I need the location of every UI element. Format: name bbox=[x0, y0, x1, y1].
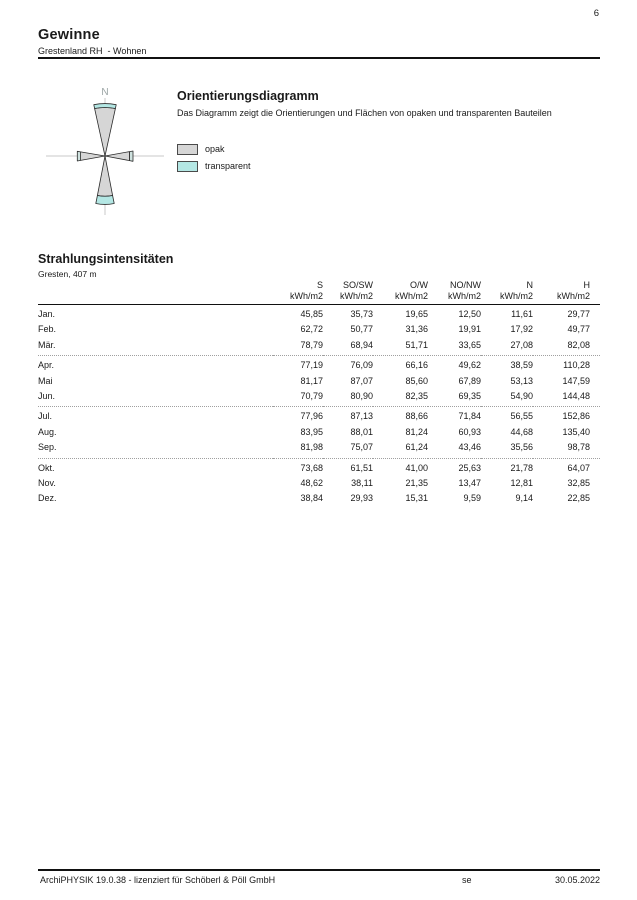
value-cell: 15,31 bbox=[405, 493, 428, 504]
value-cell: 135,40 bbox=[562, 426, 590, 437]
month-label: Jan. bbox=[38, 309, 56, 319]
legend-item-transparent bbox=[177, 160, 251, 172]
footer-user-initials: se bbox=[462, 875, 472, 885]
value-cell: 9,14 bbox=[515, 493, 533, 504]
east-wedge-opak bbox=[105, 152, 130, 161]
value-cell: 38,59 bbox=[510, 360, 533, 371]
month-label: Jun. bbox=[38, 391, 56, 402]
value-cell: 61,24 bbox=[405, 442, 428, 453]
footer-date: 30.05.2022 bbox=[554, 875, 600, 885]
table-row bbox=[38, 407, 600, 425]
month-label: Feb. bbox=[38, 324, 57, 335]
value-cell: 25,63 bbox=[458, 462, 481, 473]
value-cell: 81,17 bbox=[300, 375, 323, 386]
table-quarter-group bbox=[38, 356, 600, 407]
month-label: Mai bbox=[38, 375, 53, 386]
transparent-swatch-icon bbox=[177, 161, 198, 172]
value-cell: 17,92 bbox=[510, 324, 533, 335]
value-cell: 69,35 bbox=[458, 391, 481, 402]
value-cell: 67,89 bbox=[458, 375, 481, 386]
column-header-o-w: O/W kWh/m2 bbox=[373, 280, 428, 305]
value-cell: 144,48 bbox=[562, 391, 590, 402]
radiation-section-title: Strahlungsintensitäten bbox=[38, 252, 174, 266]
value-cell: 87,07 bbox=[350, 375, 373, 386]
value-cell: 82,35 bbox=[405, 391, 428, 402]
month-label: Sep. bbox=[38, 442, 57, 453]
value-cell: 35,73 bbox=[350, 309, 373, 319]
value-cell: 32,85 bbox=[567, 478, 590, 489]
value-cell: 80,90 bbox=[350, 391, 373, 402]
month-label: Apr. bbox=[38, 360, 55, 371]
south-wedge-opak bbox=[97, 156, 112, 196]
value-cell: 38,84 bbox=[300, 493, 323, 504]
month-label: Jul. bbox=[38, 411, 53, 422]
table-row bbox=[38, 322, 600, 337]
project-subtitle: Grestenland RH - Wohnen bbox=[38, 46, 147, 56]
table-row bbox=[38, 491, 600, 506]
value-cell: 35,56 bbox=[510, 442, 533, 453]
value-cell: 22,85 bbox=[567, 493, 590, 504]
table-row bbox=[38, 389, 600, 407]
table-row bbox=[38, 476, 600, 491]
page-footer bbox=[38, 869, 600, 887]
value-cell: 54,90 bbox=[510, 391, 533, 402]
value-cell: 12,81 bbox=[510, 478, 533, 489]
legend-label: opak bbox=[205, 144, 225, 154]
value-cell: 71,84 bbox=[458, 411, 481, 422]
value-cell: 9,59 bbox=[463, 493, 481, 504]
orientation-description: Das Diagramm zeigt die Orientierungen und Flächen von opaken und transparenten Bauteilen bbox=[177, 108, 552, 118]
value-cell: 44,68 bbox=[510, 426, 533, 437]
value-cell: 21,35 bbox=[405, 478, 428, 489]
opak-swatch-icon bbox=[177, 144, 198, 155]
table-quarter-group bbox=[38, 407, 600, 458]
table-row bbox=[38, 425, 600, 440]
column-header-no-nw: NO/NW kWh/m2 bbox=[428, 280, 481, 305]
value-cell: 98,78 bbox=[567, 442, 590, 453]
column-header-n: N kWh/m2 bbox=[481, 280, 533, 305]
value-cell: 77,96 bbox=[300, 411, 323, 422]
month-column-header bbox=[38, 280, 273, 305]
compass-rose-icon bbox=[38, 82, 172, 218]
value-cell: 147,59 bbox=[562, 375, 590, 386]
month-label: Dez. bbox=[38, 493, 57, 504]
value-cell: 83,95 bbox=[300, 426, 323, 437]
value-cell: 51,71 bbox=[405, 339, 428, 350]
value-cell: 87,13 bbox=[350, 411, 373, 422]
value-cell: 27,08 bbox=[510, 339, 533, 350]
west-wedge-opak bbox=[81, 152, 105, 161]
value-cell: 48,62 bbox=[300, 478, 323, 489]
radiation-table bbox=[38, 280, 600, 507]
value-cell: 29,93 bbox=[350, 493, 373, 504]
header-divider bbox=[38, 57, 600, 59]
value-cell: 152,86 bbox=[562, 411, 590, 422]
table-row bbox=[38, 440, 600, 458]
north-wedge-transparent bbox=[94, 104, 116, 109]
radiation-location: Gresten, 407 m bbox=[38, 269, 97, 279]
value-cell: 12,50 bbox=[458, 309, 481, 319]
value-cell: 68,94 bbox=[350, 339, 373, 350]
value-cell: 31,36 bbox=[405, 324, 428, 335]
table-row bbox=[38, 356, 600, 374]
value-cell: 19,65 bbox=[405, 309, 428, 319]
value-cell: 11,61 bbox=[511, 309, 533, 319]
compass-north-label: N bbox=[101, 87, 109, 98]
value-cell: 78,79 bbox=[300, 339, 323, 350]
value-cell: 56,55 bbox=[510, 411, 533, 422]
value-cell: 110,28 bbox=[563, 360, 590, 371]
orientation-legend bbox=[177, 143, 251, 177]
table-quarter-group bbox=[38, 305, 600, 356]
value-cell: 49,77 bbox=[567, 324, 590, 335]
value-cell: 50,77 bbox=[350, 324, 373, 335]
table-row bbox=[38, 374, 600, 389]
north-wedge-opak bbox=[95, 108, 116, 157]
footer-license-text: ArchiPHYSIK 19.0.38 - lizenziert für Schöberl & Pöll GmbH bbox=[40, 875, 276, 885]
legend-label: transparent bbox=[205, 161, 251, 171]
column-header-so-sw: SO/SW kWh/m2 bbox=[323, 280, 373, 305]
month-label: Mär. bbox=[38, 339, 56, 350]
value-cell: 88,01 bbox=[350, 426, 373, 437]
value-cell: 49,62 bbox=[458, 360, 481, 371]
legend-item-opak bbox=[177, 143, 251, 155]
orientation-compass-diagram bbox=[38, 82, 172, 218]
value-cell: 38,11 bbox=[351, 478, 373, 489]
value-cell: 76,09 bbox=[350, 360, 373, 371]
column-header-s: S kWh/m2 bbox=[273, 280, 323, 305]
east-wedge-transparent bbox=[130, 151, 133, 161]
orientation-section-title: Orientierungsdiagramm bbox=[177, 89, 319, 103]
value-cell: 61,51 bbox=[350, 462, 373, 473]
value-cell: 21,78 bbox=[510, 462, 533, 473]
value-cell: 82,08 bbox=[567, 339, 590, 350]
value-cell: 62,72 bbox=[300, 324, 323, 335]
value-cell: 81,24 bbox=[405, 426, 428, 437]
value-cell: 45,85 bbox=[300, 309, 323, 319]
table-row bbox=[38, 338, 600, 356]
value-cell: 41,00 bbox=[405, 462, 428, 473]
value-cell: 19,91 bbox=[458, 324, 481, 335]
page-number: 6 bbox=[593, 8, 599, 19]
value-cell: 70,79 bbox=[300, 391, 323, 402]
month-label: Nov. bbox=[38, 478, 56, 489]
value-cell: 73,68 bbox=[300, 462, 323, 473]
page-title: Gewinne bbox=[38, 27, 100, 43]
table-header-row bbox=[38, 280, 600, 305]
table-quarter-group bbox=[38, 458, 600, 507]
value-cell: 64,07 bbox=[567, 462, 590, 473]
value-cell: 53,13 bbox=[510, 375, 533, 386]
month-label: Aug. bbox=[38, 426, 57, 437]
value-cell: 33,65 bbox=[458, 339, 481, 350]
value-cell: 13,47 bbox=[458, 478, 481, 489]
value-cell: 60,93 bbox=[458, 426, 481, 437]
west-wedge-transparent bbox=[77, 151, 80, 161]
value-cell: 66,16 bbox=[405, 360, 428, 371]
column-header-h: H kWh/m2 bbox=[533, 280, 600, 305]
value-cell: 77,19 bbox=[300, 360, 323, 371]
value-cell: 43,46 bbox=[458, 442, 481, 453]
table-row bbox=[38, 305, 600, 323]
value-cell: 81,98 bbox=[300, 442, 323, 453]
month-label: Okt. bbox=[38, 462, 55, 473]
table-row bbox=[38, 458, 600, 476]
value-cell: 85,60 bbox=[405, 375, 428, 386]
value-cell: 29,77 bbox=[567, 309, 590, 319]
south-wedge-transparent bbox=[96, 196, 114, 205]
value-cell: 88,66 bbox=[405, 411, 428, 422]
value-cell: 75,07 bbox=[350, 442, 373, 453]
